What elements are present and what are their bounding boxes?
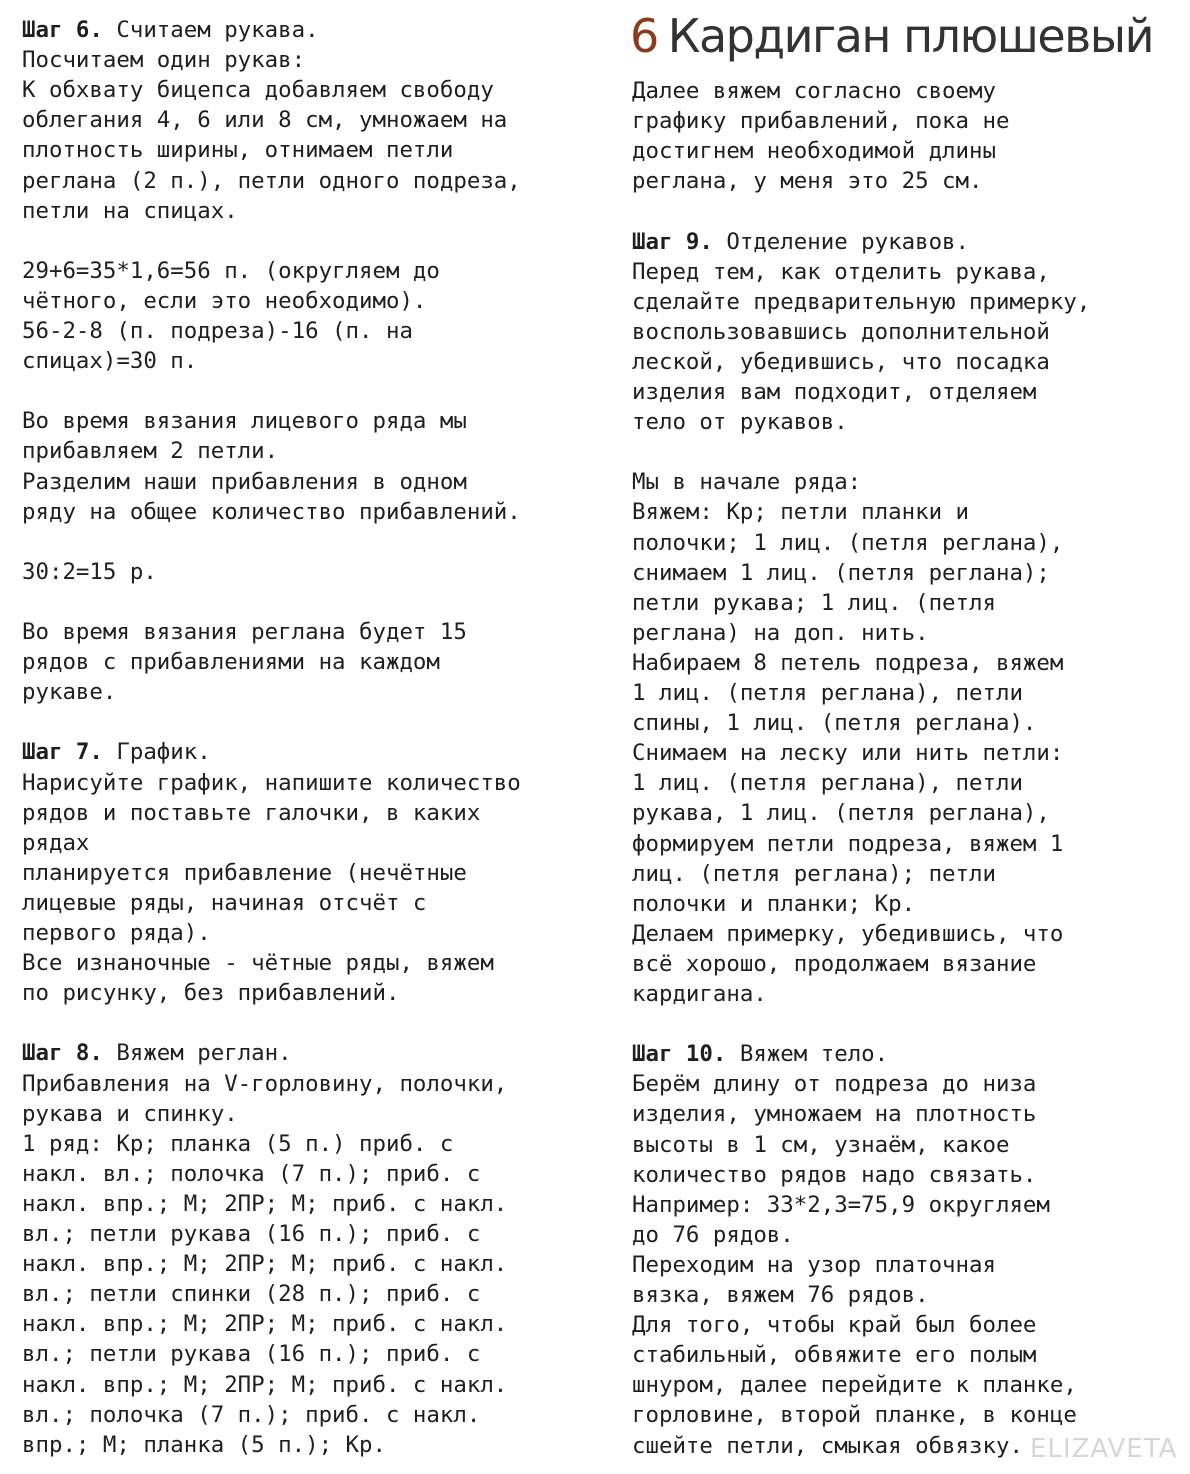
text-line: 30:2=15 р. xyxy=(22,558,157,585)
text-line: до 76 рядов. xyxy=(632,1221,794,1248)
step-heading xyxy=(22,737,211,767)
watermark: ELIZAVETA xyxy=(1030,1434,1178,1464)
step-heading xyxy=(22,15,319,45)
title-text: Кардиган плюшевый xyxy=(667,9,1153,63)
text-line: рукаве. xyxy=(22,679,117,706)
text-line: рядов с прибавлениями на каждом xyxy=(22,649,440,676)
text-line: изделия, умножаем на плотность xyxy=(632,1101,1037,1128)
text-line: первого ряда). xyxy=(22,920,211,946)
text-line: шнуром, далее перейдите к планке, xyxy=(632,1372,1077,1399)
text-line: реглана, у меня это 25 см. xyxy=(632,168,983,195)
text-line: прибавляем 2 петли. xyxy=(22,438,279,465)
text-line: Нарисуйте график, напишите количество xyxy=(22,769,521,796)
text-line: Набираем 8 петель подреза, вяжем xyxy=(632,649,1064,676)
text-line: Делаем примерку, убедившись, что xyxy=(632,920,1064,947)
text-line: 29+6=35*1,6=56 п. (округляем до xyxy=(22,257,440,284)
text-line: плотность ширины, отнимаем петли xyxy=(22,137,454,164)
step-heading xyxy=(632,1039,888,1069)
text-line: по рисунку, без прибавлений. xyxy=(22,980,400,1007)
text-line: Переходим на узор платочная xyxy=(632,1251,996,1278)
text-line: стабильный, обвяжите его полым xyxy=(632,1342,1037,1369)
text-line: сделайте предварительную примерку, xyxy=(632,288,1091,315)
text-line: реглана) на доп. нить. xyxy=(632,619,929,646)
text-line: планируется прибавление (нечётные xyxy=(22,859,467,886)
text-line: Во время вязания лицевого ряда мы xyxy=(22,408,467,435)
text-line: полочки; 1 лиц. (петля реглана), xyxy=(632,529,1064,556)
text-line: вл.; петли рукава (16 п.); приб. с xyxy=(22,1221,481,1247)
text-line: облегания 4, 6 или 8 см, умножаем на xyxy=(22,107,508,134)
step-label: Шаг 9. xyxy=(632,228,713,255)
text-line: Все изнаночные - чётные ряды, вяжем xyxy=(22,950,494,977)
step-heading xyxy=(632,227,969,257)
text-line: кардигана. xyxy=(632,981,767,1007)
text-line: Мы в начале ряда: xyxy=(632,469,862,496)
text-line: высоты в 1 см, узнаём, какое xyxy=(632,1131,1010,1158)
text-line: всё хорошо, продолжаем вязание xyxy=(632,950,1037,977)
text-line: изделия вам подходит, отделяем xyxy=(632,379,1037,405)
text-line: вязка, вяжем 76 рядов. xyxy=(632,1282,929,1308)
text-line: лиц. (петля реглана); петли xyxy=(632,860,996,887)
page-title xyxy=(630,8,1153,64)
step-title: Отделение рукавов. xyxy=(712,228,970,255)
text-line: 1 лиц. (петля реглана), петли xyxy=(632,770,1023,797)
text-line: сшейте петли, смыкая обвязку. xyxy=(632,1432,1023,1459)
text-line: воспользовавшись дополнительной xyxy=(632,318,1050,345)
text-line: Берём длину от подреза до низа xyxy=(632,1071,1037,1098)
step-title: Считаем рукава. xyxy=(102,17,319,43)
text-line: лицевые ряды, начиная отсчёт с xyxy=(22,889,427,916)
text-line: рукава, 1 лиц. (петля реглана), xyxy=(632,800,1050,827)
text-line: Далее вяжем согласно своему xyxy=(632,78,996,104)
text-line: накл. впр.; М; 2ПР; М; приб. с накл. xyxy=(22,1311,508,1338)
text-line: Прибавления на V-горловину, полочки, xyxy=(22,1070,508,1097)
text-line: накл. впр.; М; 2ПР; М; приб. с накл. xyxy=(22,1190,508,1217)
text-line: Снимаем на леску или нить петли: xyxy=(632,740,1064,767)
text-line: Разделим наши прибавления в одном xyxy=(22,468,467,495)
text-line: Во время вязания реглана будет 15 xyxy=(22,619,467,645)
text-line: достигнем необходимой длины xyxy=(632,138,996,165)
text-line: 1 ряд: Кр; планка (5 п.) приб. с xyxy=(22,1130,454,1157)
text-line: К обхвату бицепса добавляем свободу xyxy=(22,77,494,104)
text-line: тело от рукавов. xyxy=(632,409,848,436)
step-title: Вяжем тело. xyxy=(726,1041,889,1068)
text-line: вл.; петли рукава (16 п.); приб. с xyxy=(22,1341,481,1368)
step-label: Шаг 6. xyxy=(22,17,103,43)
text-line: Перед тем, как отделить рукава, xyxy=(632,258,1050,285)
text-line: рукава и спинку. xyxy=(22,1100,238,1127)
text-line: вл.; петли спинки (28 п.); приб. с xyxy=(22,1281,481,1308)
text-line: Посчитаем один рукав: xyxy=(22,47,306,74)
text-line: рядов и поставьте галочки, в каких xyxy=(22,799,481,826)
text-line: количество рядов надо связать. xyxy=(632,1161,1037,1188)
step-label: Шаг 7. xyxy=(22,739,103,766)
text-line: полочки и планки; Кр. xyxy=(632,890,916,917)
step-title: График. xyxy=(102,739,211,766)
text-line: накл. вл.; полочка (7 п.); приб. с xyxy=(22,1160,481,1187)
step-heading xyxy=(22,1038,292,1068)
text-line: рядах xyxy=(22,829,90,856)
text-line: 1 лиц. (петля реглана), петли xyxy=(632,680,1023,706)
step-title: Вяжем реглан. xyxy=(102,1040,292,1067)
text-line: горловине, второй планке, в конце xyxy=(632,1402,1077,1429)
text-line: впр.; М; планка (5 п.); Кр. xyxy=(22,1431,386,1458)
text-line: Для того, чтобы край был более xyxy=(632,1312,1037,1339)
text-line: накл. впр.; М; 2ПР; М; приб. с накл. xyxy=(22,1371,508,1398)
text-line: спины, 1 лиц. (петля реглана). xyxy=(632,710,1037,737)
text-line: леской, убедившись, что посадка xyxy=(632,348,1050,375)
text-line: ряду на общее количество прибавлений. xyxy=(22,498,521,525)
text-line: накл. впр.; М; 2ПР; М; приб. с накл. xyxy=(22,1251,508,1278)
text-line: реглана (2 п.), петли одного подреза, xyxy=(22,167,521,194)
text-line: формируем петли подреза, вяжем 1 xyxy=(632,830,1064,857)
text-line: петли на спицах. xyxy=(22,197,238,224)
step-label: Шаг 8. xyxy=(22,1040,103,1067)
step-label: Шаг 10. xyxy=(632,1041,727,1068)
text-line: Например: 33*2,3=75,9 округляем xyxy=(632,1191,1050,1218)
text-line: чётного, если это необходимо). xyxy=(22,287,427,314)
text-line: вл.; полочка (7 п.); приб. с накл. xyxy=(22,1401,481,1428)
text-line: Вяжем: Кр; петли планки и xyxy=(632,499,970,526)
text-line: снимаем 1 лиц. (петля реглана); xyxy=(632,559,1050,586)
text-line: спицах)=30 п. xyxy=(22,348,198,375)
text-line: петли рукава; 1 лиц. (петля xyxy=(632,589,996,616)
title-number: 6 xyxy=(630,9,658,63)
text-line: графику прибавлений, пока не xyxy=(632,108,1010,135)
text-line: 56-2-8 (п. подреза)-16 (п. на xyxy=(22,318,413,344)
